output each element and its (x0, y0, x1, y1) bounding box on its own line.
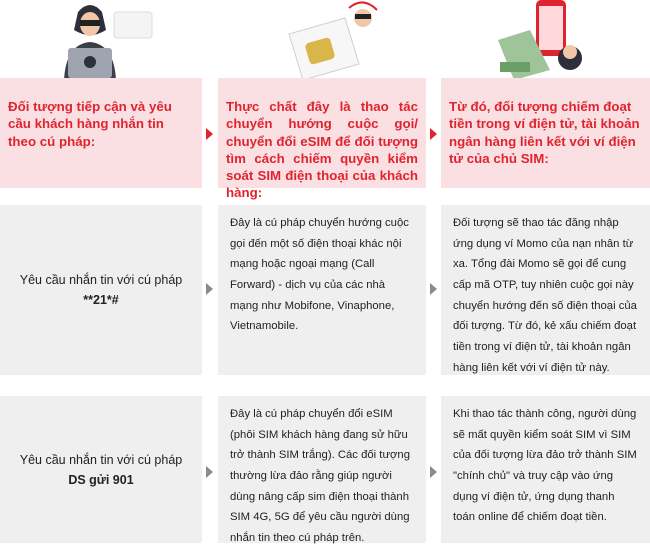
phone-money-icon (490, 0, 600, 80)
row-2-consequence (441, 396, 650, 543)
hacker-illustration (40, 0, 160, 80)
arrow-right-icon (206, 283, 213, 295)
header-step-2: Thực chất đây là thao tác chuyển hướng cuộc gọi/ chuyển đổi eSIM để đối tượng tìm cách chiếm quyền kiểm soát SIM điện thoại của khách hàng: (218, 78, 426, 188)
row-1-request (0, 205, 202, 375)
arrow-right-icon (430, 466, 437, 478)
header-step-3: Từ đó, đối tượng chiếm đoạt tiền trong ví điện tử, tài khoản ngân hàng liên kết với ví điện tử của chủ SIM: (441, 78, 650, 188)
hacker-laptop-icon (40, 0, 160, 80)
request-text: Yêu cầu nhắn tin với cú pháp (19, 452, 183, 467)
header-step-1: Đối tượng tiếp cận và yêu cầu khách hàng nhắn tin theo cú pháp: (0, 78, 202, 188)
syntax-code: **21*# (83, 293, 119, 307)
syntax-code: DS gửi 901 (68, 472, 134, 487)
row-1-consequence (441, 205, 650, 375)
arrow-right-icon (206, 128, 213, 140)
phone-illustration (490, 0, 600, 80)
arrow-right-icon (430, 283, 437, 295)
arrow-right-icon (430, 128, 437, 140)
sim-card-icon (275, 0, 385, 80)
explanation-text: Đây là cú pháp chuyển hướng cuộc gọi đến một số điện thoại khác nội mạng hoặc ngoại mạng (Call Forward) - dịch vụ của các nhà mạng như Mobifone, Vinaphone, Vietnamobile. (230, 217, 409, 333)
request-text: Yêu cầu nhắn tin với cú pháp (19, 273, 183, 287)
consequence-text: Khi thao tác thành công, người dùng sẽ mất quyền kiểm soát SIM vì SIM của đối tượng lừa đảo trở thành SIM "chính chủ" và truy cập vào ứng dụng ví điện tử, ứng dụng thanh toán online để chiếm đoạt tiền. (453, 408, 637, 524)
row-2-explanation (218, 396, 426, 543)
row-2-request (0, 396, 202, 543)
row-1-explanation (218, 205, 426, 375)
explanation-text: Đây là cú pháp chuyển đổi eSIM (phôi SIM khách hàng đang sử hữu trở thành SIM trắng). Các đối tượng thường lừa đảo rằng giúp người dùng nâng cấp sim điện thoại thành SIM 4G, 5G để yêu cầu người dùng nhắn tin theo cú pháp trên. (230, 408, 410, 545)
consequence-text: Đối tượng sẽ thao tác đăng nhập ứng dụng ví Momo của nạn nhân từ xa. Tổng đài Momo sẽ gọi để cung cấp mã OTP, tuy nhiên cuộc gọi này chuyển hướng đến số điện thoại của đối tượng. Từ đó, kẻ xấu chiếm đoạt tiền trong ví điện tử, tài khoản ngân hàng liên kết với ví điện tử này. (453, 217, 637, 374)
arrow-right-icon (206, 466, 213, 478)
sim-illustration (275, 0, 385, 80)
